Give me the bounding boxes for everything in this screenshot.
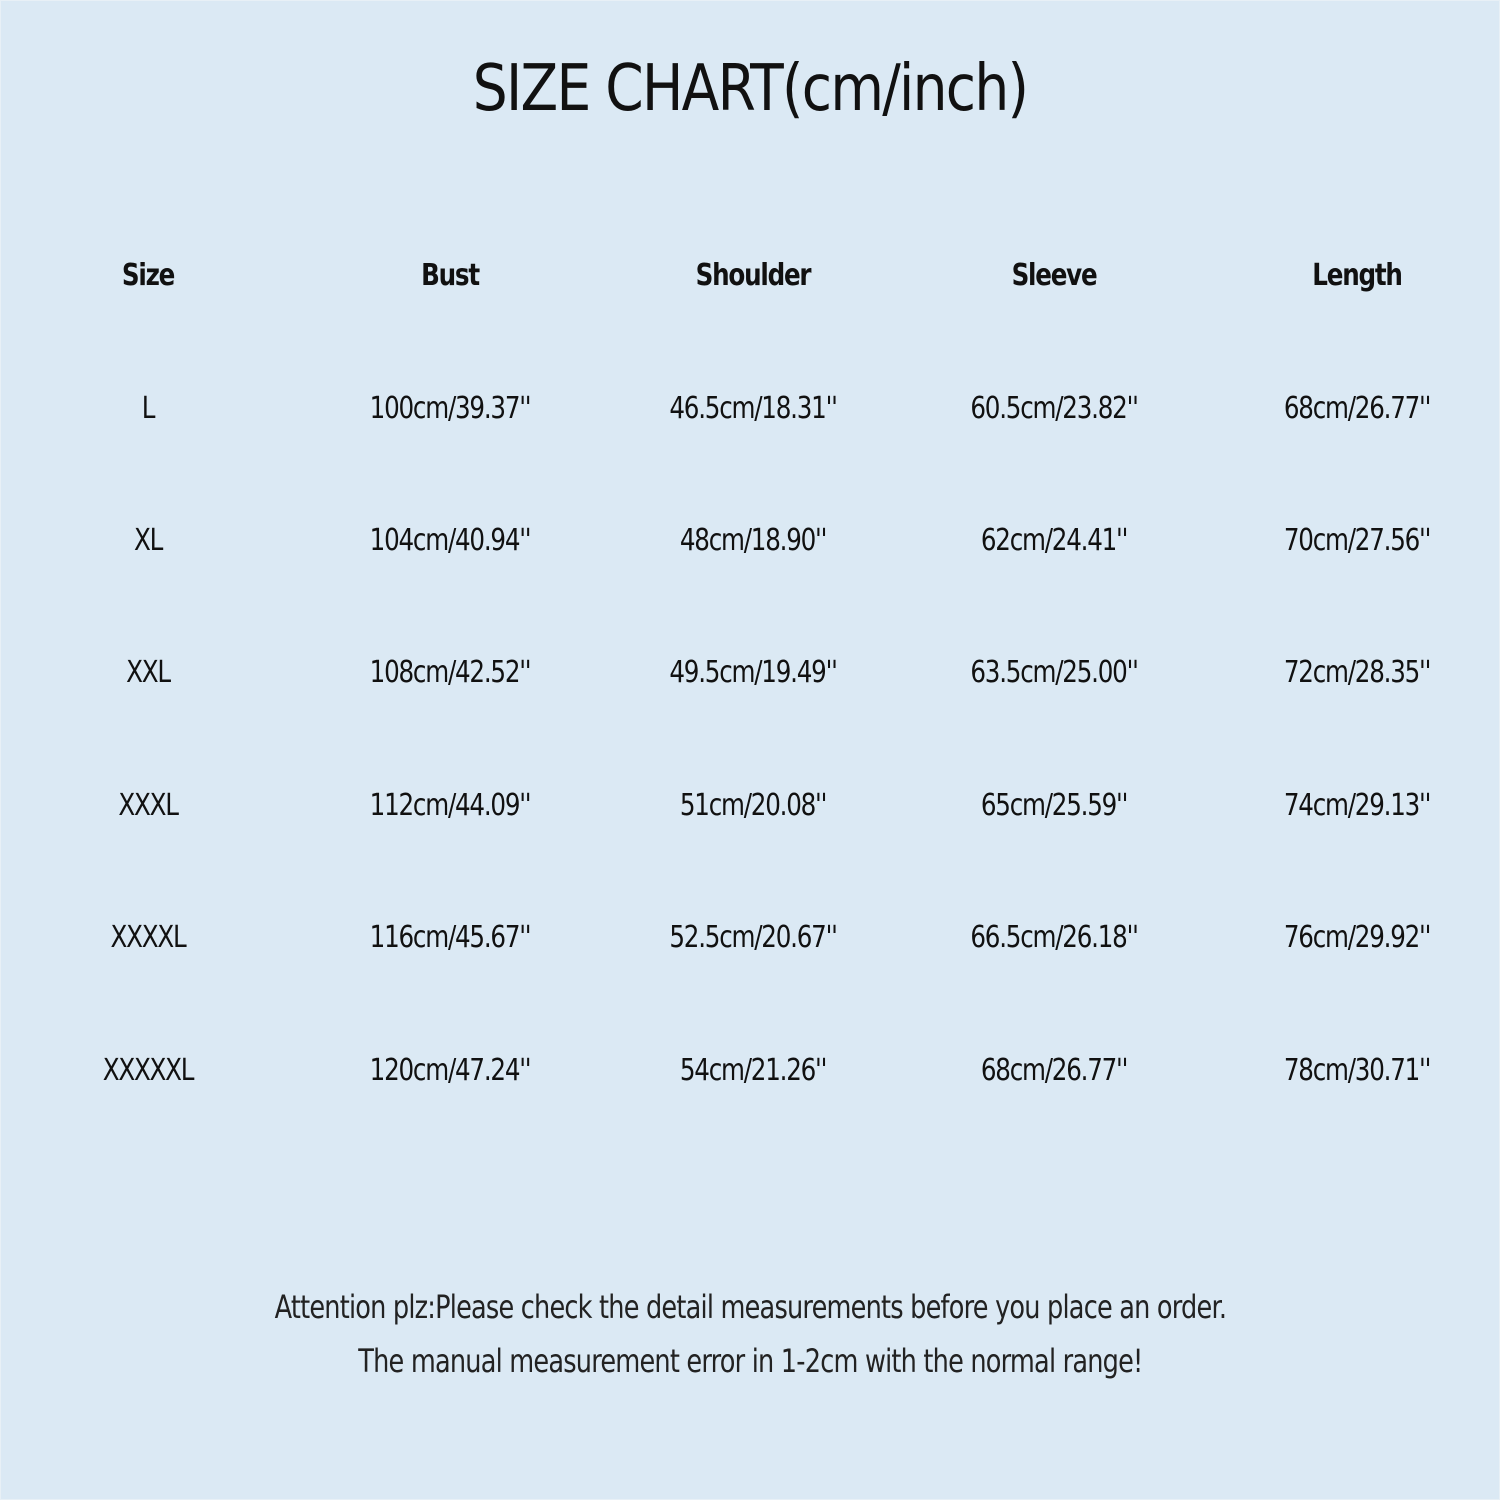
sleeve-cell: 66.5cm/26.18'' [970,920,1138,955]
sleeve-cell: 65cm/25.59'' [980,788,1128,823]
bust-cell: 108cm/42.52'' [369,655,531,690]
size-cell: XXL [126,655,170,690]
bust-cell: 112cm/44.09'' [369,788,531,823]
header-length: Length [1312,258,1402,293]
size-cell: XXXXXL [102,1053,194,1088]
size-cell: L [141,391,155,426]
sleeve-cell: 63.5cm/25.00'' [970,655,1138,690]
header-sleeve: Sleeve [1011,258,1097,293]
header-bust: Bust [421,258,479,293]
shoulder-cell: 48cm/18.90'' [679,523,827,558]
size-cell: XL [133,523,163,558]
chart-title: SIZE CHART(cm/inch) [472,52,1028,126]
bust-cell: 116cm/45.67'' [369,920,531,955]
size-cell: XXXL [118,788,178,823]
size-cell: XXXXL [110,920,186,955]
bust-cell: 100cm/39.37'' [369,391,531,426]
shoulder-cell: 49.5cm/19.49'' [669,655,837,690]
sleeve-cell: 60.5cm/23.82'' [970,391,1138,426]
length-cell: 68cm/26.77'' [1283,391,1431,426]
attention-note: Attention plz:Please check the detail measurements before you place an order. [274,1288,1227,1326]
length-cell: 78cm/30.71'' [1283,1053,1431,1088]
header-shoulder: Shoulder [695,258,811,293]
measurement-error-note: The manual measurement error in 1-2cm with the normal range! [358,1342,1143,1380]
length-cell: 74cm/29.13'' [1283,788,1431,823]
length-cell: 70cm/27.56'' [1283,523,1431,558]
length-cell: 72cm/28.35'' [1283,655,1431,690]
shoulder-cell: 51cm/20.08'' [679,788,827,823]
length-cell: 76cm/29.92'' [1283,920,1431,955]
bust-cell: 104cm/40.94'' [369,523,531,558]
shoulder-cell: 46.5cm/18.31'' [669,391,837,426]
shoulder-cell: 54cm/21.26'' [679,1053,827,1088]
sleeve-cell: 62cm/24.41'' [980,523,1128,558]
shoulder-cell: 52.5cm/20.67'' [669,920,837,955]
bust-cell: 120cm/47.24'' [369,1053,531,1088]
header-size: Size [121,258,175,293]
sleeve-cell: 68cm/26.77'' [980,1053,1128,1088]
